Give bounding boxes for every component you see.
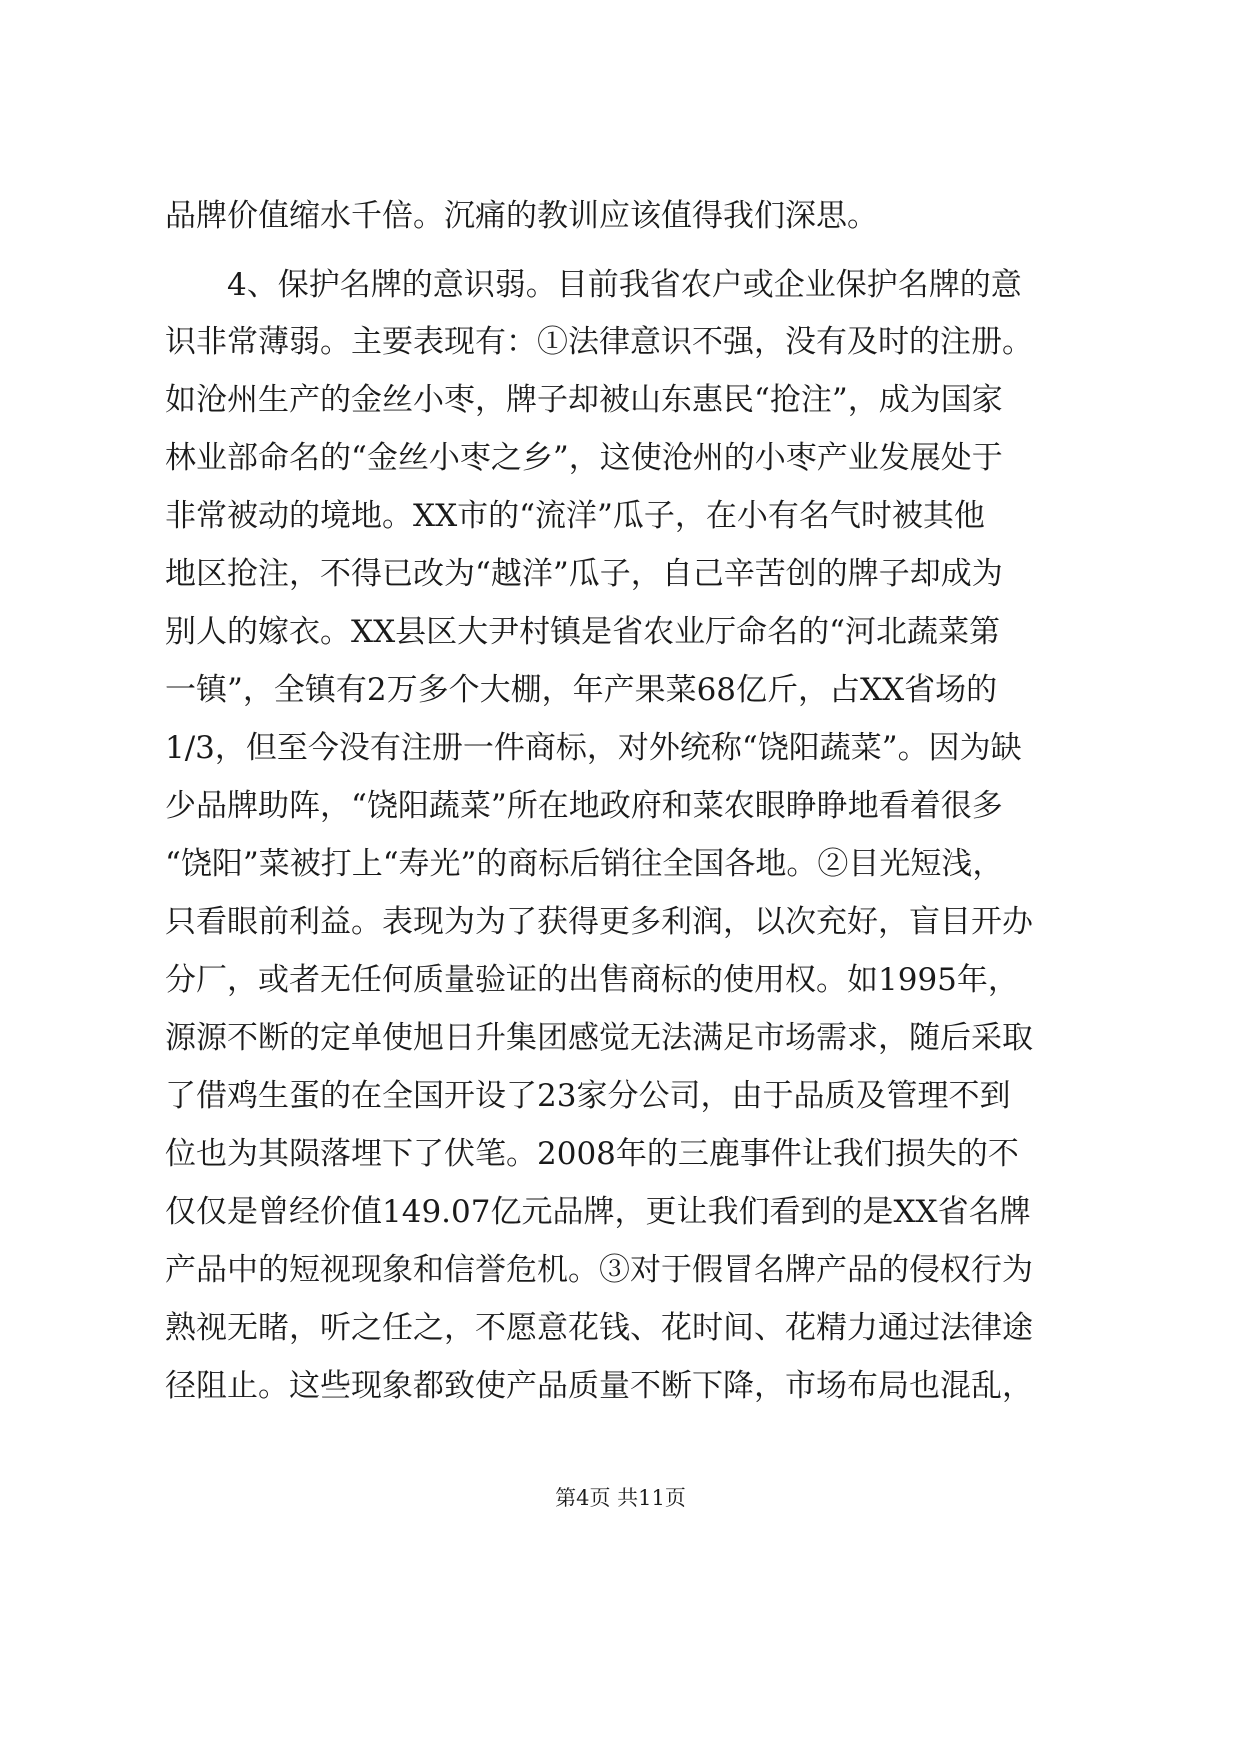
body-line: 位也为其陨落埋下了伏笔。2008年的三鹿事件让我们损失的不 (165, 1136, 1019, 1172)
body-line: 识非常薄弱。主要表现有：①法律意识不强，没有及时的注册。 (165, 324, 1033, 360)
body-line: 一镇”，全镇有2万多个大棚，年产果菜68亿斤，占XX省场的 (165, 672, 998, 708)
body-line: 别人的嫁衣。XX县区大尹村镇是省农业厅命名的“河北蔬菜第 (165, 614, 1000, 650)
body-line: 少品牌助阵，“饶阳蔬菜”所在地政府和菜农眼睁睁地看着很多 (165, 788, 1003, 824)
body-line: “饶阳”菜被打上“寿光”的商标后销往全国各地。②目光短浅， (165, 846, 1004, 882)
body-line: 仅仅是曾经价值149.07亿元品牌，更让我们看到的是XX省名牌 (165, 1194, 1031, 1230)
body-line: 径阻止。这些现象都致使产品质量不断下降，市场布局也混乱， (165, 1368, 1033, 1404)
body-line: 4、保护名牌的意识弱。目前我省农户或企业保护名牌的意 (165, 267, 1022, 303)
body-line: 了借鸡生蛋的在全国开设了23家分公司，由于品质及管理不到 (165, 1078, 1011, 1114)
body-line: 产品中的短视现象和信誉危机。③对于假冒名牌产品的侵权行为 (165, 1252, 1033, 1288)
body-line: 1/3，但至今没有注册一件商标，对外统称“饶阳蔬菜”。因为缺 (165, 730, 1022, 766)
body-line: 源源不断的定单使旭日升集团感觉无法满足市场需求，随后采取 (165, 1020, 1033, 1056)
body-line: 分厂，或者无任何质量验证的出售商标的使用权。如1995年， (165, 962, 1019, 998)
body-line: 只看眼前利益。表现为为了获得更多利润，以次充好，盲目开办 (165, 904, 1033, 940)
body-line: 如沧州生产的金丝小枣，牌子却被山东惠民“抢注”，成为国家 (165, 382, 1003, 418)
body-line: 熟视无睹，听之任之，不愿意花钱、花时间、花精力通过法律途 (165, 1310, 1033, 1346)
body-line: 地区抢注，不得已改为“越洋”瓜子，自己辛苦创的牌子却成为 (165, 556, 1003, 592)
body-line: 林业部命名的“金丝小枣之乡”，这使沧州的小枣产业发展处于 (165, 440, 1003, 476)
body-line: 非常被动的境地。XX市的“流洋”瓜子，在小有名气时被其他 (165, 498, 985, 534)
page-number-footer: 第4页 共11页 (555, 1486, 686, 1510)
body-line: 品牌价值缩水千倍。沉痛的教训应该值得我们深思。 (165, 198, 878, 234)
